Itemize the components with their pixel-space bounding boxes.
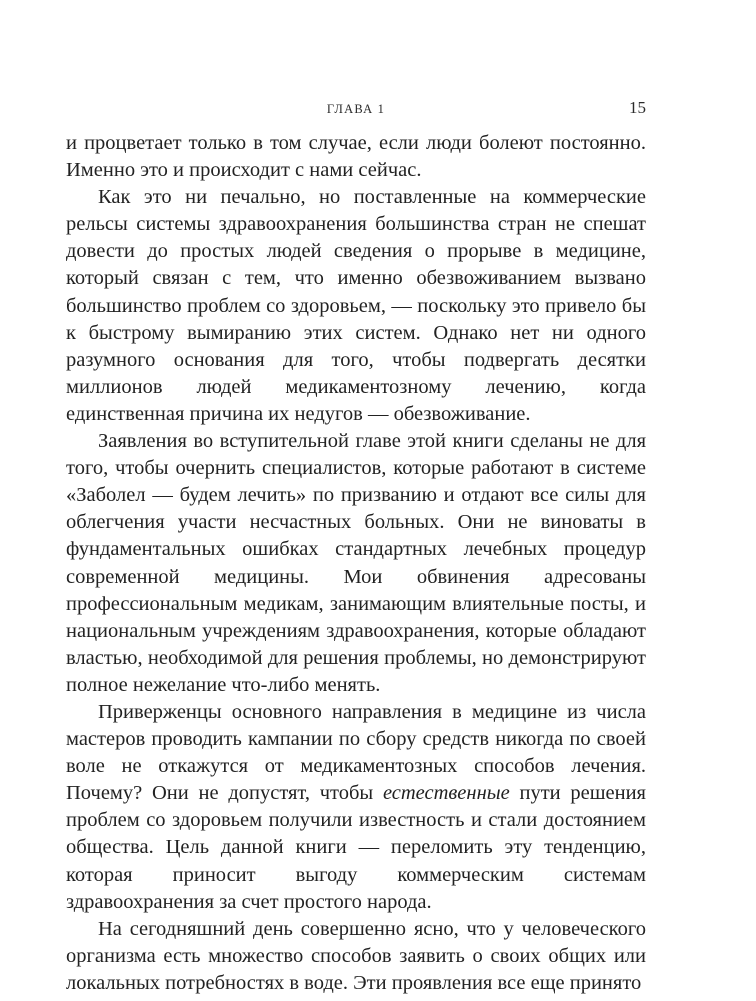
emphasized-word: естественные <box>382 782 510 805</box>
running-head <box>66 98 646 120</box>
paragraph <box>66 699 646 916</box>
paragraph: и процветает только в том случае, если люди болеют постоянно. Именно это и происходит с нами сейчас. <box>66 132 646 182</box>
paragraph-text: Приверженцы основного направления в медицине из числа мастеров проводить кампании по сбору средств никогда по своей воле не откажутся от медикаментозных способов лечения. Почему? Они не допустят, чтобы <box>66 700 646 805</box>
chapter-title: ГЛАВА 1 <box>326 102 386 116</box>
body-text <box>66 130 646 997</box>
page-number: 15 <box>629 98 646 117</box>
paragraph: Как это ни печально, но поставленные на коммерческие рельсы системы здравоохранения большинства стран не спешат довести до простых людей сведения о прорыве в медицине, который связан с тем, что именно обезвоживанием вызвано большинство проблем со здоровьем, — поскольку это привело бы к быстрому вымиранию этих систем. Однако нет ни одного разумного основания для того, чтобы подвергать десятки миллионов людей медикаментозному лечению, когда единственная причина их недугов — обезвоживание. <box>66 186 646 425</box>
paragraph-text: пути решения проблем со здоровьем получили известность и стали достоянием общества. Цель данной книги — переломить эту тенденцию, которая приносит выгоду коммерческим системам здравоохранения за счет простого народа. <box>66 782 646 913</box>
paragraph: На сегодняшний день совершенно ясно, что у человеческого организма есть множество способов заявить о своих общих или локальных потребностях в воде. Эти проявления все еще принято <box>66 917 646 994</box>
paragraph: Заявления во вступительной главе этой книги сделаны не для того, чтобы очернить специалистов, которые работают в системе «Заболел — будем лечить» по призванию и отдают все силы для облегчения участи несчастных больных. Они не виноваты в фундаментальных ошибках стандартных лечебных процедур современной медицины. Мои обвинения адресованы профессиональным медикам, занимающим влиятельные посты, и национальным учреждениям здравоохранения, которые обладают властью, необходимой для решения проблемы, но демонстрируют полное нежелание что-либо менять. <box>66 430 646 696</box>
